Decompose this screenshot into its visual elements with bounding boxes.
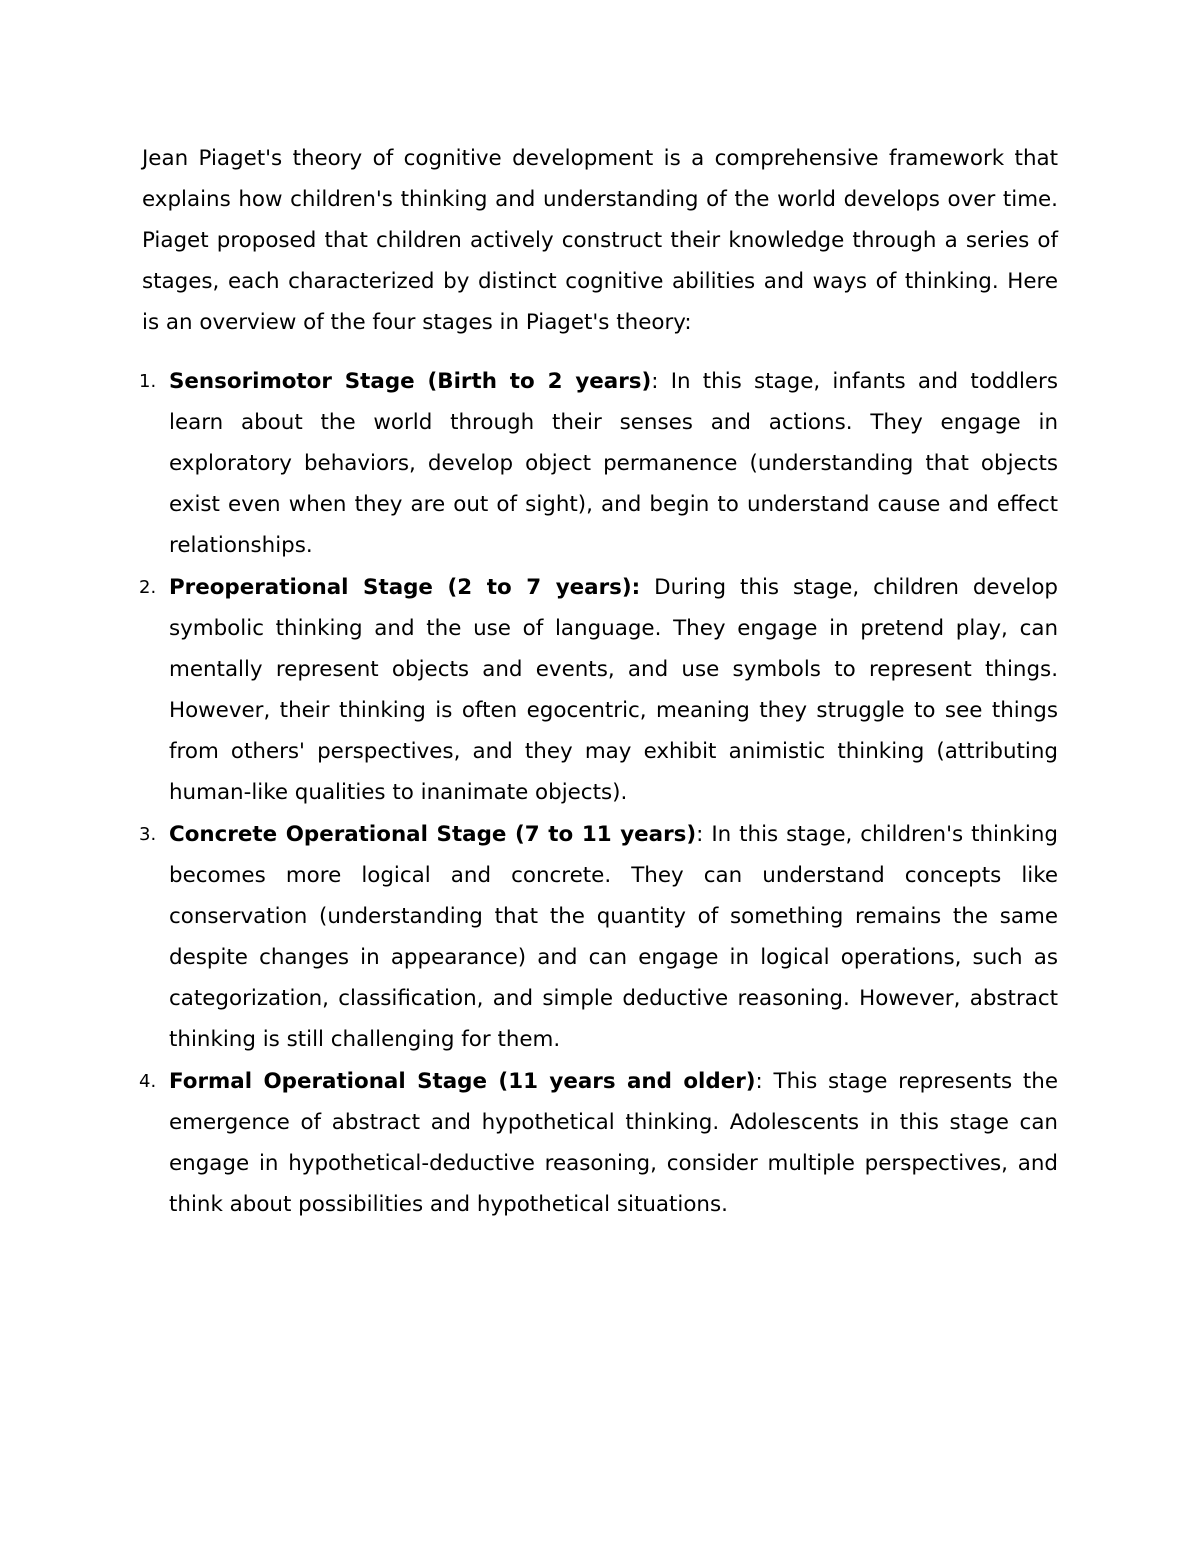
stage-description: In this stage, infants and toddlers learn about the world through their senses and actions. They engage in exploratory behaviors, develop object permanence (understanding that objects exist even when they are out of sight), and begin to understand cause and effect relationships. (169, 369, 1058, 558)
stage-title: Formal Operational Stage (11 years and older) (169, 1069, 756, 1094)
stage-number: 3. (139, 824, 157, 845)
stage-description: This stage represents the emergence of abstract and hypothetical thinking. Adolescents in this stage can engage in hypothetical-deductive reasoning, consider multiple perspectives, and think about possibilities and hypothetical situations. (169, 1069, 1058, 1217)
stage-separator: : (696, 822, 704, 847)
stage-description: In this stage, children's thinking becomes more logical and concrete. They can understand concepts like conservation (understanding that the quantity of something remains the same despite changes in appearance) and can engage in logical operations, such as categorization, classification, and simple deductive reasoning. However, abstract thinking is still challenging for them. (169, 822, 1058, 1052)
stage-item-formal-operational (139, 1061, 1058, 1225)
stage-description: During this stage, children develop symbolic thinking and the use of language. They engage in pretend play, can mentally represent objects and events, and use symbols to represent things. However, their thinking is often egocentric, meaning they struggle to see things from others' perspectives, and they may exhibit animistic thinking (attributing human-like qualities to inanimate objects). (169, 575, 1058, 805)
stage-number: 4. (139, 1071, 157, 1092)
stage-item-sensorimotor (139, 361, 1058, 566)
stage-title: Preoperational Stage (2 to 7 years): (169, 575, 641, 600)
stage-separator: : (755, 1069, 763, 1094)
stage-separator: : (651, 369, 659, 394)
stage-title: Sensorimotor Stage (Birth to 2 years) (169, 369, 652, 394)
stage-number: 2. (139, 577, 157, 598)
stage-item-preoperational (139, 567, 1058, 813)
stage-title: Concrete Operational Stage (7 to 11 years) (169, 822, 697, 847)
stage-item-concrete-operational (139, 814, 1058, 1060)
intro-paragraph: Jean Piaget's theory of cognitive development is a comprehensive framework that explains how children's thinking and understanding of the world develops over time. Piaget proposed that children actively construct their knowledge through a series of stages, each characterized by distinct cognitive abilities and ways of thinking. Here is an overview of the four stages in Piaget's theory: (142, 146, 1058, 335)
stage-number: 1. (139, 371, 157, 392)
document-page (139, 138, 1058, 1226)
stages-list (139, 361, 1058, 1225)
